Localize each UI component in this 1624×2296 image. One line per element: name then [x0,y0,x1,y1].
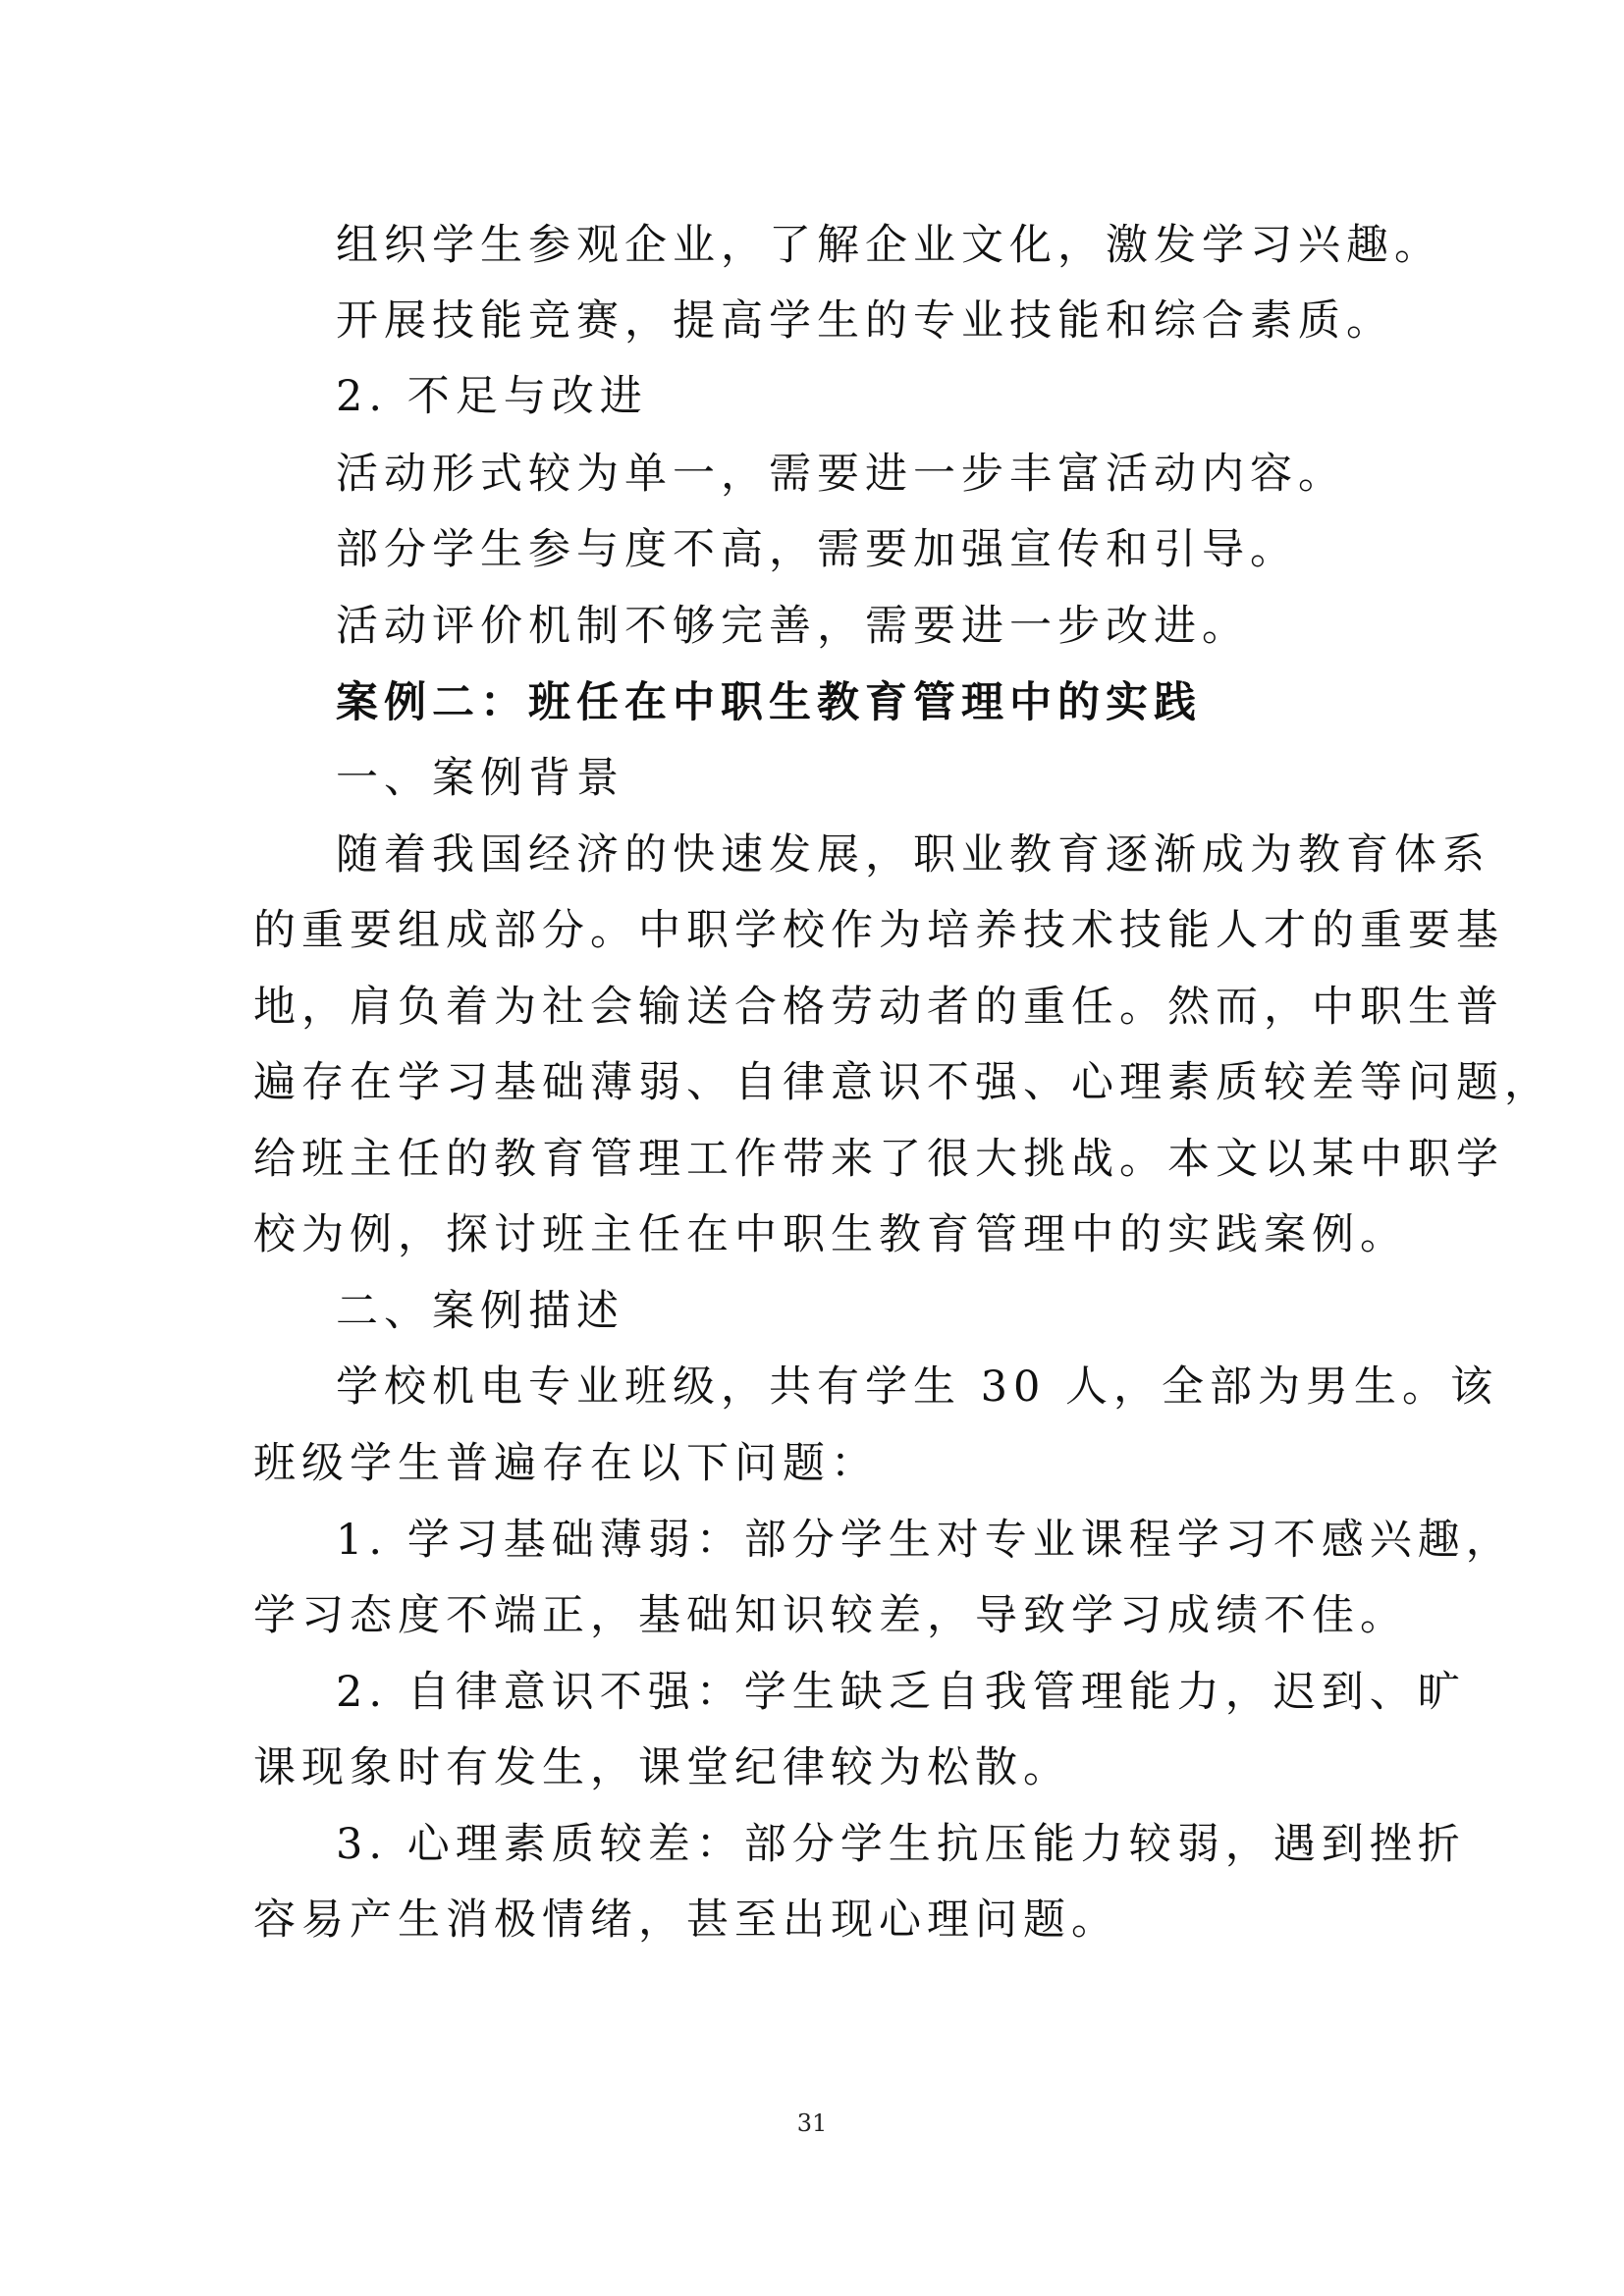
paragraph-line: 学校机电专业班级，共有学生 30 人，全部为男生。该 [336,1362,1499,1412]
list-item-line: 课现象时有发生，课堂纪律较为松散。 [253,1743,1071,1792]
paragraph-line: 活动评价机制不够完善，需要进一步改进。 [336,602,1250,651]
paragraph-line: 遍存在学习基础薄弱、自律意识不强、心理素质较差等问题， [253,1058,1552,1107]
section-heading: 二、案例描述 [336,1287,624,1336]
list-item-line: 容易产生消极情绪，甚至出现心理问题。 [253,1896,1119,1945]
paragraph-line: 的重要组成部分。中职学校作为培养技术技能人才的重要基 [253,906,1504,955]
paragraph-line: 活动形式较为单一，需要进一步丰富活动内容。 [336,450,1346,499]
section-heading: 一、案例背景 [336,754,624,803]
list-item-line: 2. 自律意识不强：学生缺乏自我管理能力，迟到、旷 [336,1668,1466,1717]
paragraph-line: 地，肩负着为社会输送合格劳动者的重任。然而，中职生普 [253,983,1504,1032]
paragraph-line: 部分学生参与度不高，需要加强宣传和引导。 [336,525,1298,574]
paragraph-line: 开展技能竞赛，提高学生的专业技能和综合素质。 [336,296,1394,346]
paragraph-line: 班级学生普遍存在以下问题： [253,1439,879,1488]
list-item-line: 3. 心理素质较差：部分学生抗压能力较弱，遇到挫折 [336,1820,1466,1869]
page-number: 31 [796,2109,828,2137]
paragraph-line: 给班主任的教育管理工作带来了很大挑战。本文以某中职学 [253,1135,1504,1184]
list-heading: 2. 不足与改进 [336,372,648,421]
paragraph-line: 校为例，探讨班主任在中职生教育管理中的实践案例。 [253,1210,1408,1259]
paragraph-line: 随着我国经济的快速发展，职业教育逐渐成为教育体系 [336,830,1490,880]
case-title: 案例二：班任在中职生教育管理中的实践 [336,678,1202,727]
paragraph-line: 组织学生参观企业，了解企业文化，激发学习兴趣。 [336,221,1442,270]
list-item-line: 1. 学习基础薄弱：部分学生对专业课程学习不感兴趣， [336,1516,1514,1565]
list-item-line: 学习态度不端正，基础知识较差，导致学习成绩不佳。 [253,1591,1408,1640]
